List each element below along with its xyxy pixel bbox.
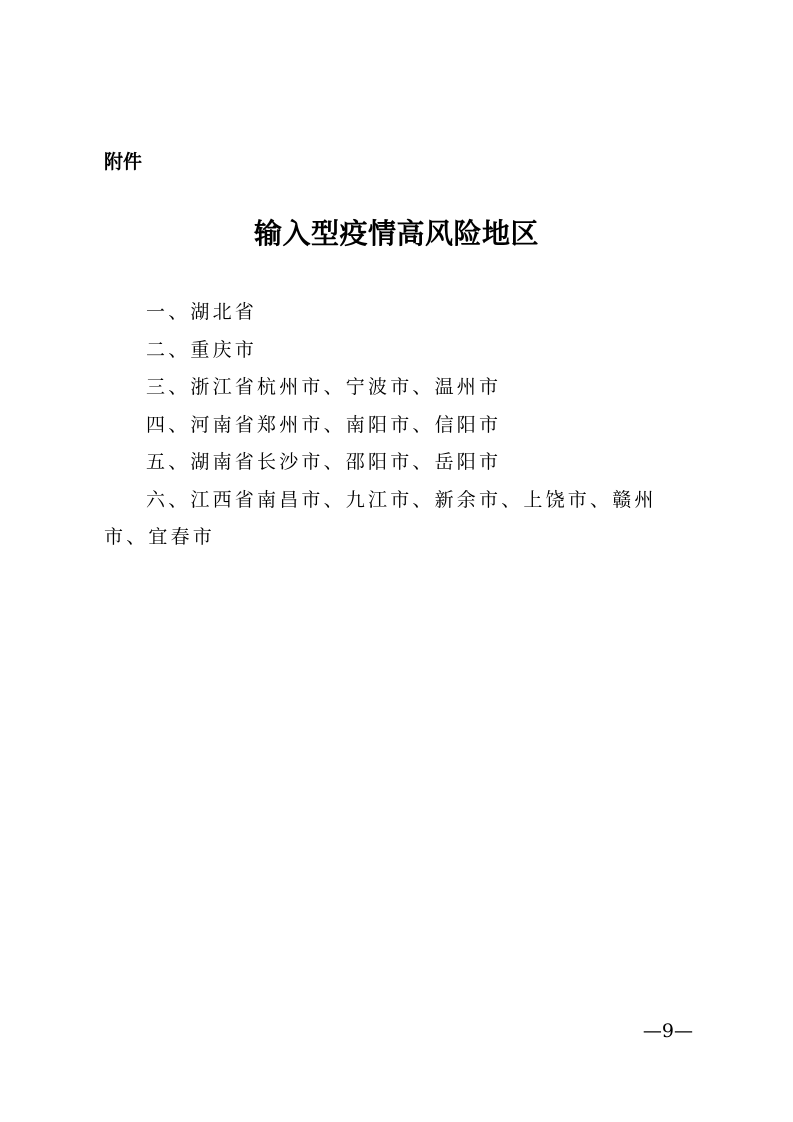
- document-title: 输入型疫情高风险地区: [253, 217, 539, 250]
- region-item-hunan: 五、湖南省长沙市、邵阳市、岳阳市: [146, 451, 502, 473]
- region-item-henan: 四、河南省郑州市、南阳市、信阳市: [146, 413, 502, 436]
- region-item-hubei: 一、湖北省: [146, 301, 258, 323]
- attachment-label: 附件: [104, 151, 143, 173]
- region-item-zhejiang: 三、浙江省杭州市、宁波市、温州市: [146, 376, 502, 398]
- page-number: —9—: [642, 1020, 693, 1042]
- high-risk-region-list: [104, 294, 694, 557]
- region-item-jiangxi: 六、江西省南昌市、九江市、新余市、上饶市、赣州市、宜春市: [104, 488, 657, 548]
- region-item-chongqing: 二、重庆市: [146, 338, 258, 361]
